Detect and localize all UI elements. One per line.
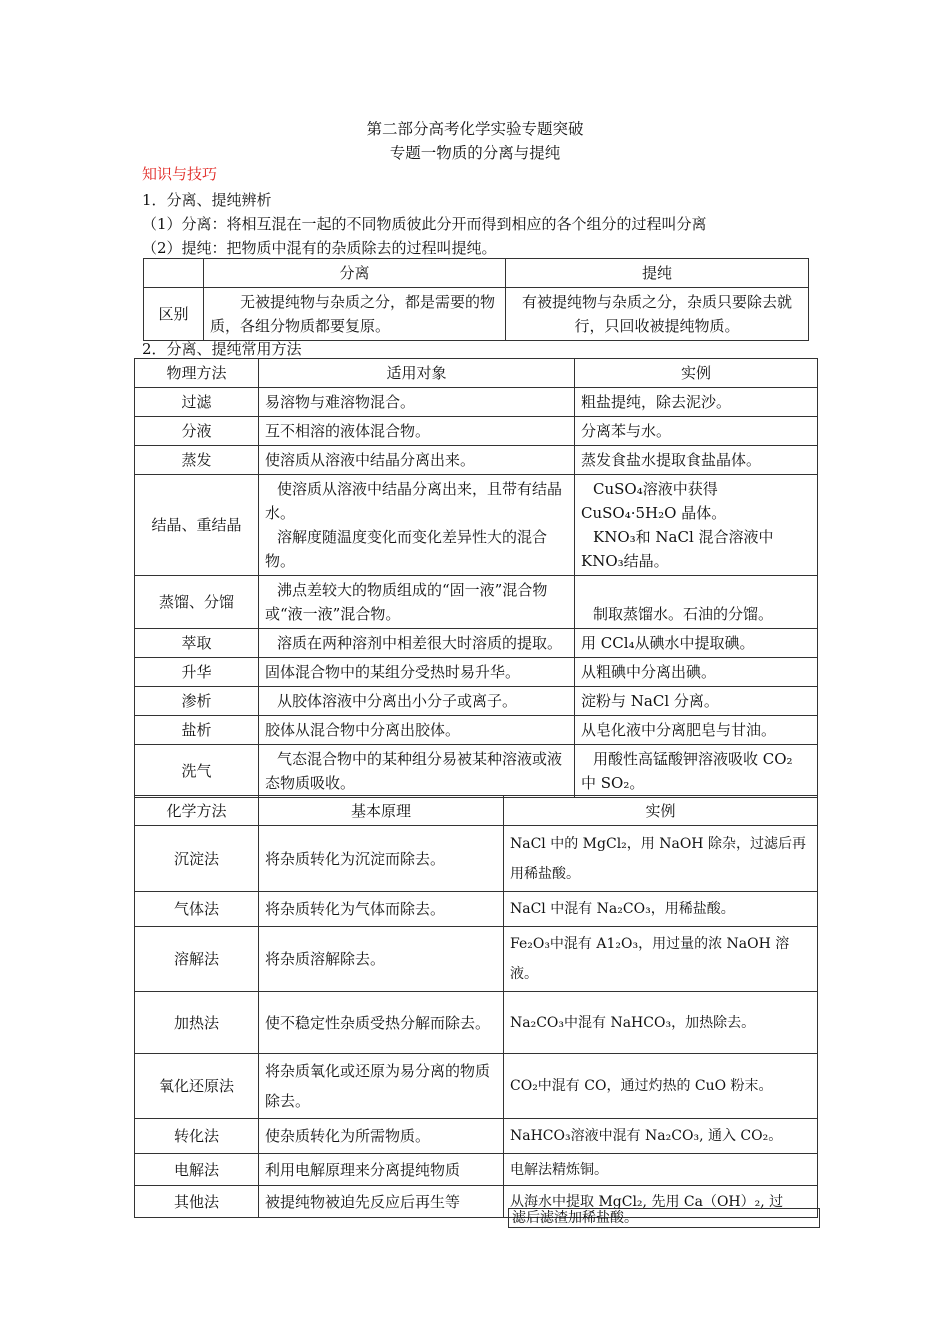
target-cell: 沸点差较大的物质组成的“固一液”混合物或“液一液”混合物。 (259, 576, 575, 629)
table-row (135, 475, 818, 576)
method-cell: 蒸发 (135, 446, 259, 475)
target-cell: 胶体从混合物中分离出胶体。 (259, 716, 575, 745)
table-row (135, 576, 818, 629)
method-cell: 沉淀法 (135, 826, 259, 892)
comparison-table (143, 258, 809, 341)
page-subtitle: 专题一物质的分离与提纯 (389, 144, 561, 162)
comparison-row-label: 区别 (144, 288, 204, 341)
target-line: 溶解度随温度变化而变化差异性大的混合物。 (265, 528, 548, 570)
method-cell: 过滤 (135, 388, 259, 417)
table-row (135, 927, 818, 992)
definition-purification: （2）提纯：把物质中混有的杂质除去的过程叫提纯。 (142, 239, 497, 257)
target-cell: 使溶质从溶液中结晶分离出来。 (259, 446, 575, 475)
method-cell: 分液 (135, 417, 259, 446)
example-cell: 蒸发食盐水提取食盐晶体。 (575, 446, 818, 475)
method-cell: 氧化还原法 (135, 1054, 259, 1119)
example-cell: Fe₂O₃中混有 A1₂O₃，用过量的浓 NaOH 溶液。 (504, 927, 818, 992)
table-row (135, 992, 818, 1054)
method-cell: 盐析 (135, 716, 259, 745)
table-row (135, 716, 818, 745)
definition-separation: （1）分离：将相互混在一起的不同物质彼此分开而得到相应的各个组分的过程叫分离 (142, 215, 707, 233)
example-cell: 淀粉与 NaCl 分离。 (575, 687, 818, 716)
principle-cell: 使不稳定性杂质受热分解而除去。 (259, 992, 504, 1054)
comparison-separation-text: 无被提纯物与杂质之分，都是需要的物质，各组分物质都要复原。 (204, 288, 506, 341)
example-cell: 粗盐提纯，除去泥沙。 (575, 388, 818, 417)
method-cell: 渗析 (135, 687, 259, 716)
table-row (135, 826, 818, 892)
example-continuation: 滤后滤渣加稀盐酸。 (508, 1208, 820, 1228)
comparison-purification-text: 有被提纯物与杂质之分，杂质只要除去就行，只回收被提纯物质。 (506, 288, 809, 341)
principle-cell: 利用电解原理来分离提纯物质 (259, 1154, 504, 1186)
principle-cell: 被提纯物被迫先反应后再生等 (259, 1186, 504, 1218)
target-cell: 固体混合物中的某组分受热时易升华。 (259, 658, 575, 687)
comparison-header-blank (144, 259, 204, 288)
chemical-methods-table (134, 795, 818, 1218)
principle-cell: 将杂质转化为气体而除去。 (259, 892, 504, 927)
example-cell: 用 CCl₄从碘水中提取碘。 (575, 629, 818, 658)
target-cell: 从胶体溶液中分离出小分子或离子。 (259, 687, 575, 716)
method-cell: 萃取 (135, 629, 259, 658)
example-cell: NaCl 中的 MgCl₂，用 NaOH 除杂，过滤后再用稀盐酸。 (504, 826, 818, 892)
table-row (135, 1154, 818, 1186)
point-1-heading: 1．分离、提纯辨析 (142, 191, 272, 209)
method-cell: 气体法 (135, 892, 259, 927)
example-cell: 从粗碘中分离出碘。 (575, 658, 818, 687)
example-cell (575, 475, 818, 576)
chemical-header-example: 实例 (504, 796, 818, 826)
comparison-header-separation: 分离 (204, 259, 506, 288)
target-line: 使溶质从溶液中结晶分离出来，且带有结晶水。 (265, 480, 563, 522)
method-cell: 转化法 (135, 1119, 259, 1154)
method-cell: 电解法 (135, 1154, 259, 1186)
point-2-heading: 2．分离、提纯常用方法 (142, 340, 302, 358)
table-row (135, 745, 818, 798)
target-cell: 互不相溶的液体混合物。 (259, 417, 575, 446)
table-row (135, 1054, 818, 1119)
physical-header-example: 实例 (575, 359, 818, 388)
example-cell: 制取蒸馏水。石油的分馏。 (575, 576, 818, 629)
target-cell: 气态混合物中的某种组分易被某种溶液或液态物质吸收。 (259, 745, 575, 798)
physical-header-method: 物理方法 (135, 359, 259, 388)
table-row (135, 446, 818, 475)
comparison-header-purification: 提纯 (506, 259, 809, 288)
section-heading: 知识与技巧 (142, 165, 218, 183)
example-cell: Na₂CO₃中混有 NaHCO₃，加热除去。 (504, 992, 818, 1054)
example-cell: 用酸性高锰酸钾溶液吸收 CO₂ 中 SO₂。 (575, 745, 818, 798)
method-cell: 升华 (135, 658, 259, 687)
example-cell: NaCl 中混有 Na₂CO₃，用稀盐酸。 (504, 892, 818, 927)
page-title: 第二部分高考化学实验专题突破 (366, 120, 584, 138)
example-cell: 从海水中提取 MgCl₂, 先用 Ca（OH）₂, 过 (504, 1186, 818, 1218)
table-row (135, 388, 818, 417)
example-cell: 电解法精炼铜。 (504, 1154, 818, 1186)
target-cell (259, 475, 575, 576)
example-cell: 从皂化液中分离肥皂与甘油。 (575, 716, 818, 745)
principle-cell: 将杂质溶解除去。 (259, 927, 504, 992)
target-cell: 易溶物与难溶物混合。 (259, 388, 575, 417)
table-row (135, 629, 818, 658)
example-cell: NaHCO₃溶液中混有 Na₂CO₃, 通入 CO₂。 (504, 1119, 818, 1154)
method-cell: 加热法 (135, 992, 259, 1054)
method-cell: 溶解法 (135, 927, 259, 992)
principle-cell: 将杂质转化为沉淀而除去。 (259, 826, 504, 892)
physical-header-target: 适用对象 (259, 359, 575, 388)
physical-methods-table (134, 358, 818, 798)
chemical-header-principle: 基本原理 (259, 796, 504, 826)
table-row (135, 1119, 818, 1154)
method-cell: 结晶、重结晶 (135, 475, 259, 576)
method-cell: 其他法 (135, 1186, 259, 1218)
method-cell: 洗气 (135, 745, 259, 798)
chemical-header-method: 化学方法 (135, 796, 259, 826)
example-line: CuSO₄溶液中获得CuSO₄·5H₂O 晶体。 (581, 480, 727, 522)
example-cell: CO₂中混有 CO，通过灼热的 CuO 粉末。 (504, 1054, 818, 1119)
example-line: KNO₃和 NaCl 混合溶液中KNO₃结晶。 (581, 528, 774, 570)
example-cell: 分离苯与水。 (575, 417, 818, 446)
table-row (135, 687, 818, 716)
method-cell: 蒸馏、分馏 (135, 576, 259, 629)
principle-cell: 使杂质转化为所需物质。 (259, 1119, 504, 1154)
table-row (135, 658, 818, 687)
table-row (135, 892, 818, 927)
principle-cell: 将杂质氧化或还原为易分离的物质除去。 (259, 1054, 504, 1119)
target-cell: 溶质在两种溶剂中相差很大时溶质的提取。 (259, 629, 575, 658)
table-row (135, 417, 818, 446)
